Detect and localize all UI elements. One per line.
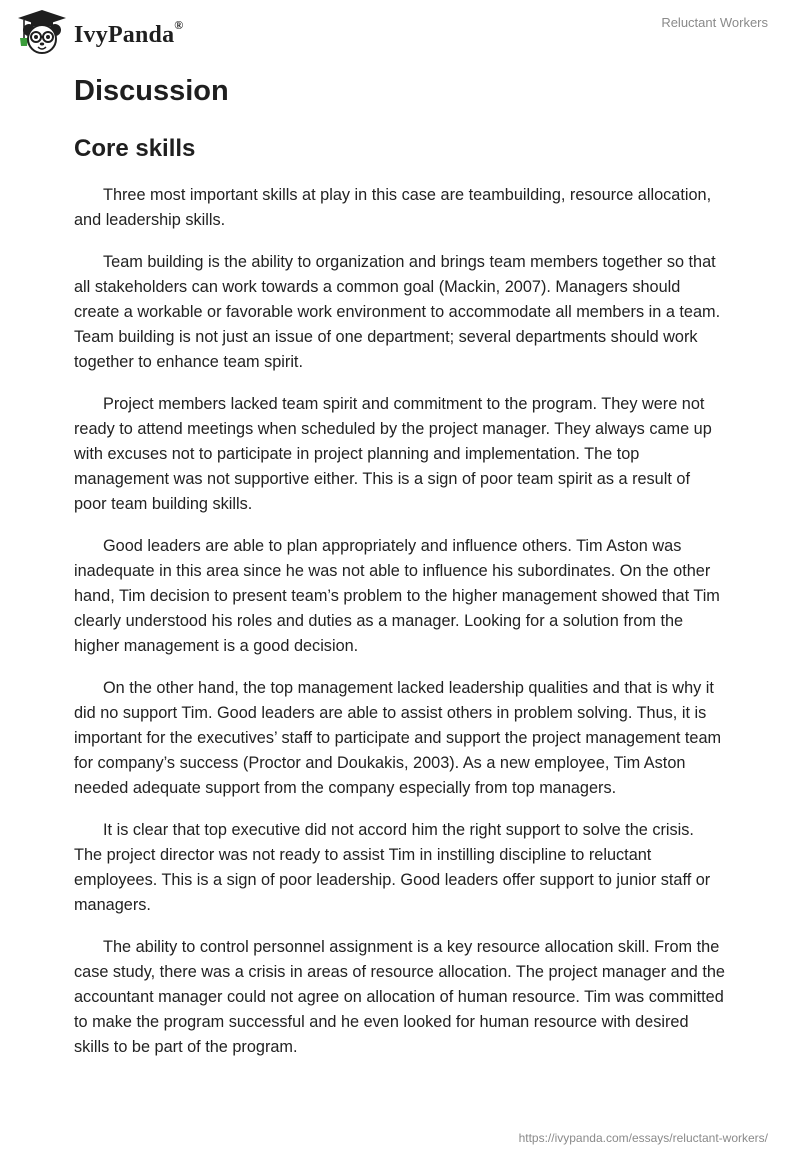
- essay-content: [74, 70, 726, 1077]
- paragraph: It is clear that top executive did not accord him the right support to solve the crisis. The project director was not ready to assist Tim in instilling discipline to reluctant employees. This is a sign of poor leadership. Good leaders offer support to junior staff or managers.: [74, 821, 711, 914]
- subsection-heading: Core skills: [74, 135, 196, 162]
- page-header: [0, 0, 800, 60]
- panda-logo-icon: [14, 8, 70, 56]
- paragraph: Project members lacked team spirit and commitment to the program. They were not ready to attend meetings when scheduled by the project manager. They always came up with excuses not to participate in project planning and implementation. The top management was not supportive either. This is a sign of poor team spirit as a result of poor team building skills.: [74, 395, 712, 513]
- paragraph: The ability to control personnel assignment is a key resource allocation skill. From the case study, there was a crisis in areas of resource allocation. The project manager and the accountant manager could not agree on allocation of human resource. Tim was committed to make the program successful and he even looked for human resource with desired skills to be part of the program.: [74, 938, 725, 1056]
- paragraph: Three most important skills at play in this case are teambuilding, resource allocation, and leadership skills.: [74, 186, 712, 229]
- paragraph: On the other hand, the top management lacked leadership qualities and that is why it did no support Tim. Good leaders are able to assist others in problem solving. Thus, it is important for the executives’ staff to participate and support the project management team for company’s success (Proctor and Doukakis, 2003). As a new employee, Tim Aston needed adequate support from the company especially from top managers.: [74, 679, 722, 797]
- paragraph: Good leaders are able to plan appropriately and influence others. Tim Aston was inadequate in this area since he was not able to influence his subordinates. On the other hand, Tim decision to present team’s problem to the higher management showed that Tim clearly understood his roles and duties as a manager. Looking for a solution from the higher management is a good decision.: [74, 537, 720, 655]
- section-heading: Discussion: [74, 75, 229, 107]
- paragraph: Team building is the ability to organization and brings team members together so that all stakeholders can work towards a common goal (Mackin, 2007). Managers should create a workable or favorable work environment to accommodate all members in a team. Team building is not just an issue of one department; several departments should work together to enhance team spirit.: [74, 253, 721, 371]
- logo-text: IvyPanda®: [74, 17, 184, 48]
- source-url[interactable]: https://ivypanda.com/essays/reluctant-workers/: [518, 1131, 768, 1145]
- ivypanda-logo[interactable]: [14, 8, 183, 56]
- registered-mark: ®: [174, 17, 184, 32]
- document-title: Reluctant Workers: [661, 15, 768, 30]
